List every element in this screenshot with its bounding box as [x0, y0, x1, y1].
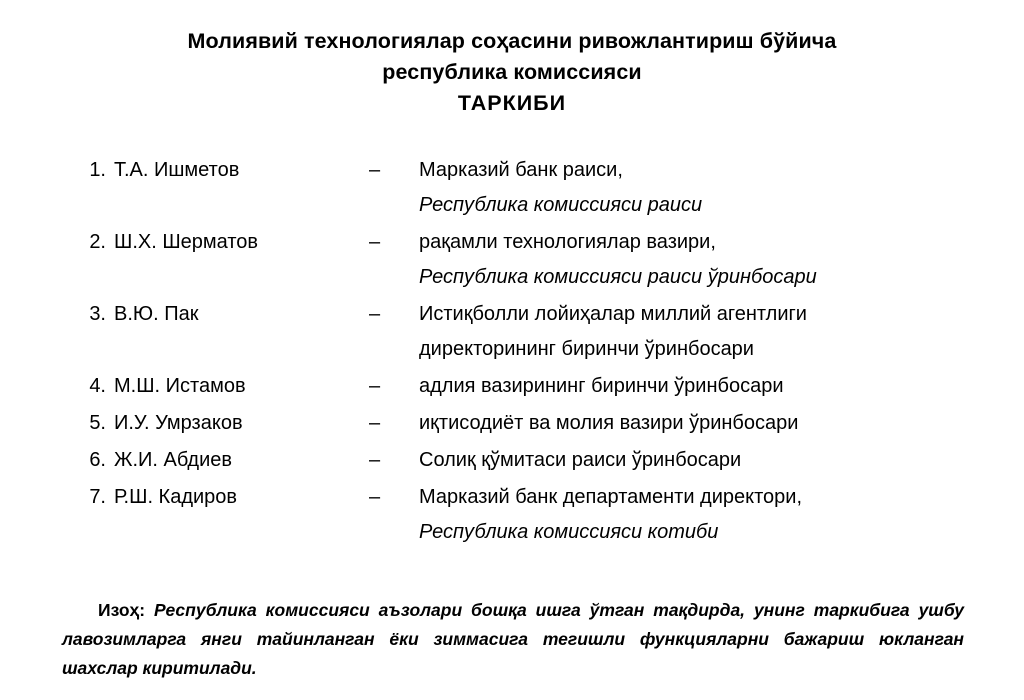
member-role-line-2: Республика комиссияси раиси ўринбосари [419, 266, 817, 288]
members-list [60, 153, 964, 550]
member-role [419, 297, 964, 367]
note-label: Изоҳ: [98, 600, 146, 620]
title-line-3: ТАРКИБИ [457, 91, 567, 115]
member-role-line-1: адлия вазирининг биринчи ўринбосари [419, 375, 784, 397]
list-item [80, 406, 964, 441]
member-name: Р.Ш. Кадиров [114, 486, 238, 508]
dash-separator: – [369, 412, 381, 434]
dash-separator: – [369, 375, 381, 397]
member-number: 5. [89, 412, 106, 434]
member-number: 4. [89, 375, 106, 397]
member-name: Ж.И. Абдиев [114, 449, 232, 471]
member-name: Т.А. Ишметов [114, 159, 240, 181]
member-role-line-2: директорининг биринчи ўринбосари [419, 338, 754, 360]
dash-separator: – [369, 231, 381, 253]
list-item [80, 153, 964, 223]
member-role [419, 443, 964, 478]
title-line-2: республика комиссияси [382, 60, 642, 84]
document-title [60, 26, 964, 119]
list-item [80, 297, 964, 367]
dash-separator: – [369, 449, 381, 471]
list-item [80, 443, 964, 478]
member-role-line-2: Республика комиссияси раиси [419, 194, 703, 216]
list-item [80, 225, 964, 295]
title-line-1: Молиявий технологиялар соҳасини ривожлантириш бўйича [187, 29, 837, 53]
dash-separator: – [369, 303, 381, 325]
note-text: Республика комиссияси аъзолари бошқа ишга ўтган тақдирда, унинг таркибига ушбу лавозимларга янги тайинланган ёки зиммасига тегишли функцияларни бажариш юкланган шахслар киритилади. [62, 600, 964, 678]
member-role-line-1: Марказий банк раиси, [419, 159, 623, 181]
member-number: 6. [89, 449, 106, 471]
member-role [419, 480, 964, 550]
dash-separator: – [369, 159, 381, 181]
member-role-line-1: рақамли технологиялар вазири, [419, 231, 716, 253]
list-item [80, 480, 964, 550]
member-role-line-1: иқтисодиёт ва молия вазири ўринбосари [419, 412, 799, 434]
member-number: 3. [89, 303, 106, 325]
member-name: И.У. Умрзаков [114, 412, 243, 434]
member-role [419, 369, 964, 404]
member-number: 1. [89, 159, 106, 181]
list-item [80, 369, 964, 404]
member-number: 2. [89, 231, 106, 253]
member-role [419, 153, 964, 223]
member-number: 7. [89, 486, 106, 508]
member-name: М.Ш. Истамов [114, 375, 246, 397]
document-note [62, 596, 964, 683]
member-role-line-2: Республика комиссияси котиби [419, 521, 719, 543]
member-role-line-1: Солиқ қўмитаси раиси ўринбосари [419, 449, 742, 471]
member-name: Ш.Х. Шерматов [114, 231, 259, 253]
member-role [419, 225, 964, 295]
dash-separator: – [369, 486, 381, 508]
member-role [419, 406, 964, 441]
member-role-line-1: Истиқболли лойиҳалар миллий агентлиги [419, 303, 807, 325]
member-role-line-1: Марказий банк департаменти директори, [419, 486, 803, 508]
member-name: В.Ю. Пак [114, 303, 199, 325]
